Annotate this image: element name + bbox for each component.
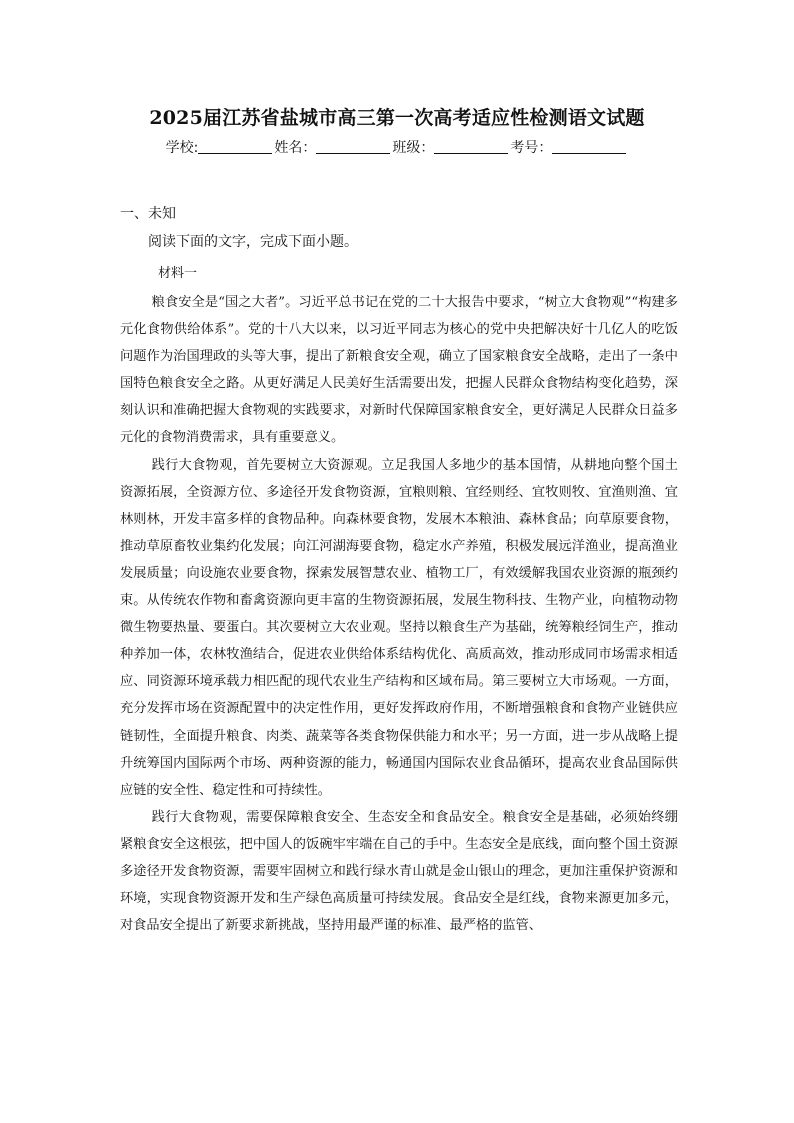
paragraph: 践行大食物观，首先要树立大资源观。立足我国人多地少的基本国情，从耕地向整个国土资源拓展，全资源方位、多途径开发食物资源，宜粮则粮、宜经则经、宜牧则牧、宜渔则渔、宜林则林，开发丰富多样的食物品种。向森林要食物，发展木本粮油、森林食品；向草原要食物，推动草原畜牧业集约化发展；向江河湖海要食物，稳定水产养殖，积极发展远洋渔业，提高渔业发展质量；向设施农业要食物，探索发展智慧农业、植物工厂，有效缓解我国农业资源的瓶颈约束。从传统农作物和畜禽资源向更丰富的生物资源拓展，发展生物科技、生物产业，向植物动物微生物要热量、要蛋白。其次要树立大农业观。坚持以粮食生产为基础，统筹粮经饲生产，推动种养加一体，农林牧渔结合，促进农业供给体系结构优化、高质高效，推动形成同市场需求相适应、同资源环境承载力相匹配的现代农业生产结构和区域布局。第三要树立大市场观。一方面，充分发挥市场在资源配置中的决定性作用，更好发挥政府作用，不断增强粮食和食物产业链供应链韧性，全面提升粮食、肉类、蔬菜等各类食物保供能力和水平；另一方面，进一步从战略上提升统筹国内国际两个市场、两种资源的能力，畅通国内国际农业食品循环，提高农业食品国际供应链的安全性、稳定性和可持续性。 bbox=[120, 457, 678, 798]
section-heading: 一、未知 bbox=[120, 206, 176, 222]
class-field bbox=[392, 137, 510, 157]
paragraph: 践行大食物观，需要保障粮食安全、生态安全和食品安全。粮食安全是基础，必须始终绷紧粮食安全这根弦，把中国人的饭碗牢牢端在自己的手中。生态安全是底线，面向整个国土资源多途径开发食物资源，需要牢固树立和践行绿水青山就是金山银山的理念，更加注重保护资源和环境，实现食物资源开发和生产绿色高质量可持续发展。食品安全是红线，食物来源更加多元，对食品安全提出了新要求新挑战，坚持用最严谨的标准、最严格的监管、 bbox=[120, 809, 678, 934]
reading-instruction: 阅读下面的文字，完成下面小题。 bbox=[148, 234, 358, 250]
material-label: 材料一 bbox=[158, 266, 198, 281]
exam-number-field bbox=[510, 137, 628, 157]
student-info-fields bbox=[0, 137, 794, 157]
class-blank bbox=[434, 140, 508, 154]
exam-number-label: 考号： bbox=[510, 140, 553, 156]
page-title: 2025届江苏省盐城市高三第一次高考适应性检测语文试题 bbox=[149, 107, 645, 129]
name-field bbox=[274, 137, 392, 157]
name-blank bbox=[316, 140, 390, 154]
school-blank bbox=[198, 140, 272, 154]
name-label: 姓名： bbox=[274, 140, 317, 156]
paragraph: 粮食安全是“国之大者”。习近平总书记在党的二十大报告中要求，“树立大食物观”“构建多元化食物供给体系”。党的十八大以来，以习近平同志为核心的党中央把解决好十几亿人的吃饭问题作为治国理政的头等大事，提出了新粮食安全观，确立了国家粮食安全战略，走出了一条中国特色粮食安全之路。从更好满足人民美好生活需要出发，把握人民群众食物结构变化趋势，深刻认识和准确把握大食物观的实践要求，对新时代保障国家粮食安全，更好满足人民群众日益多元化的食物消费需求，具有重要意义。 bbox=[120, 295, 678, 446]
school-field bbox=[166, 137, 275, 157]
class-label: 班级： bbox=[392, 140, 435, 156]
exam-number-blank bbox=[552, 140, 626, 154]
passage-body bbox=[120, 289, 678, 939]
school-label: 学校: bbox=[165, 140, 199, 156]
